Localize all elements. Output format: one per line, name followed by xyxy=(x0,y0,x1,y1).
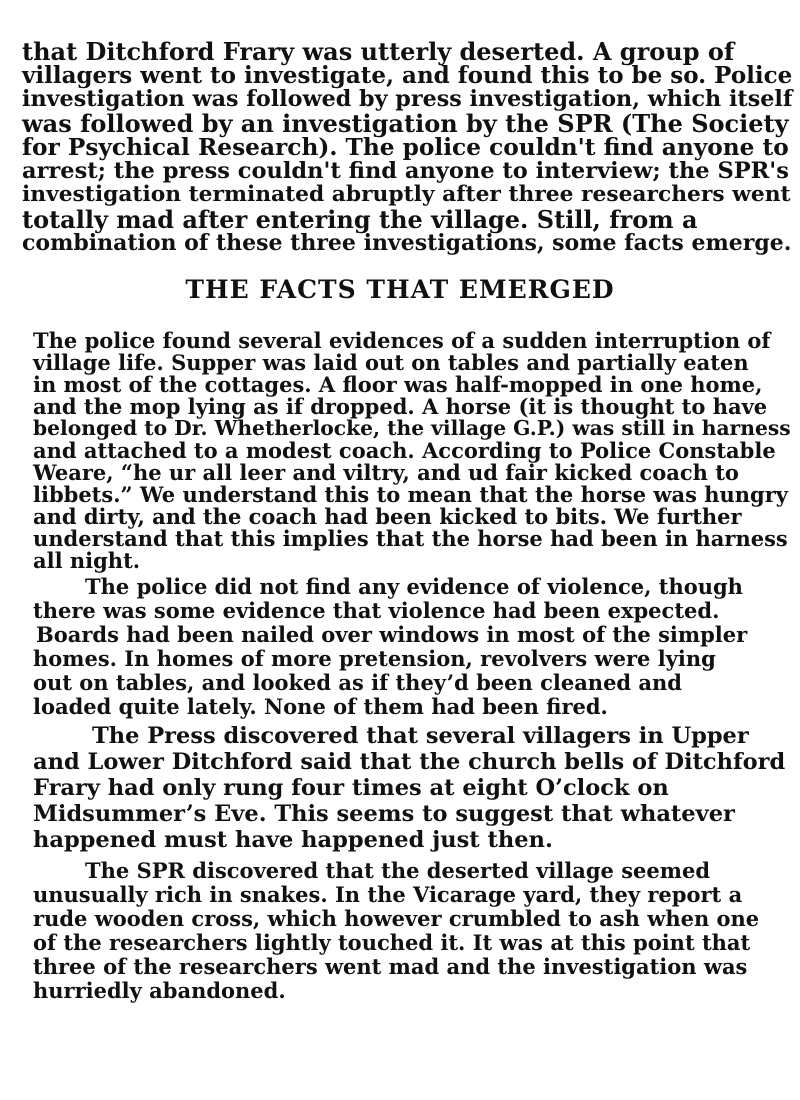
text-line: understand that this implies that the horse had been in harness xyxy=(33,526,788,551)
text-line: unusually rich in snakes. In the Vicarage yard, they report a xyxy=(33,882,743,907)
text-line: that Ditchford Frary was utterly deserted. A group of xyxy=(22,37,735,66)
text-line: rude wooden cross, which however crumbled to ash when one xyxy=(33,906,760,931)
text-line: happened must have happened just then. xyxy=(33,827,553,853)
text-line: The police found several evidences of a sudden interruption of xyxy=(33,328,771,353)
text-line: Boards had been nailed over windows in most of the simpler xyxy=(36,622,748,647)
text-line: Midsummer’s Eve. This seems to suggest that whatever xyxy=(33,801,735,827)
text-line: loaded quite lately. None of them had been fired. xyxy=(33,694,608,719)
text-line: and the mop lying as if dropped. A horse (it is thought to have xyxy=(33,394,768,419)
text-line: there was some evidence that violence had been expected. xyxy=(33,598,720,623)
text-line: all night. xyxy=(33,548,141,573)
text-line: of the researchers lightly touched it. It was at this point that xyxy=(33,930,751,955)
text-line: out on tables, and looked as if they’d been cleaned and xyxy=(33,670,682,695)
text-line: The police did not find any evidence of violence, though xyxy=(85,574,743,599)
text-line: The Press discovered that several villagers in Upper xyxy=(92,723,749,749)
text-line: Frary had only rung four times at eight O’clock on xyxy=(33,775,669,801)
text-line: for Psychical Research). The police couldn't find anyone to xyxy=(22,134,789,161)
text-line: totally mad after entering the village. Still, from a xyxy=(22,205,698,234)
text-line: and attached to a modest coach. According to Police Constable xyxy=(33,438,776,463)
text-line: three of the researchers went mad and the investigation was xyxy=(33,954,748,979)
text-line: and Lower Ditchford said that the church bells of Ditchford xyxy=(33,749,786,775)
section-heading: THE FACTS THAT EMERGED xyxy=(185,275,615,304)
text-line: and dirty, and the coach had been kicked to bits. We further xyxy=(33,504,742,529)
text-line: combination of these three investigations, some facts emerge. xyxy=(22,230,792,256)
text-line: was followed by an investigation by the SPR (The Society xyxy=(22,109,789,138)
text-line: The SPR discovered that the deserted village seemed xyxy=(85,858,711,883)
text-line: investigation was followed by press investigation, which itself xyxy=(22,86,793,112)
text-line: libbets.” We understand this to mean that the horse was hungry xyxy=(33,482,788,507)
text-line: Weare, “he ur all leer and viltry, and ud fair kicked coach to xyxy=(33,460,739,485)
text-line: investigation terminated abruptly after three researchers went xyxy=(22,182,791,207)
text-line: homes. In homes of more pretension, revolvers were lying xyxy=(33,646,716,671)
text-line: belonged to Dr. Whetherlocke, the village G.P.) was still in harness xyxy=(33,416,791,440)
text-line: village life. Supper was laid out on tables and partially eaten xyxy=(33,350,749,375)
text-line: hurriedly abandoned. xyxy=(33,978,286,1003)
text-line: villagers went to investigate, and found this to be so. Police xyxy=(22,62,793,89)
text-line: arrest; the press couldn't find anyone to interview; the SPR's xyxy=(22,158,789,184)
text-line: in most of the cottages. A floor was half-mopped in one home, xyxy=(33,372,763,397)
